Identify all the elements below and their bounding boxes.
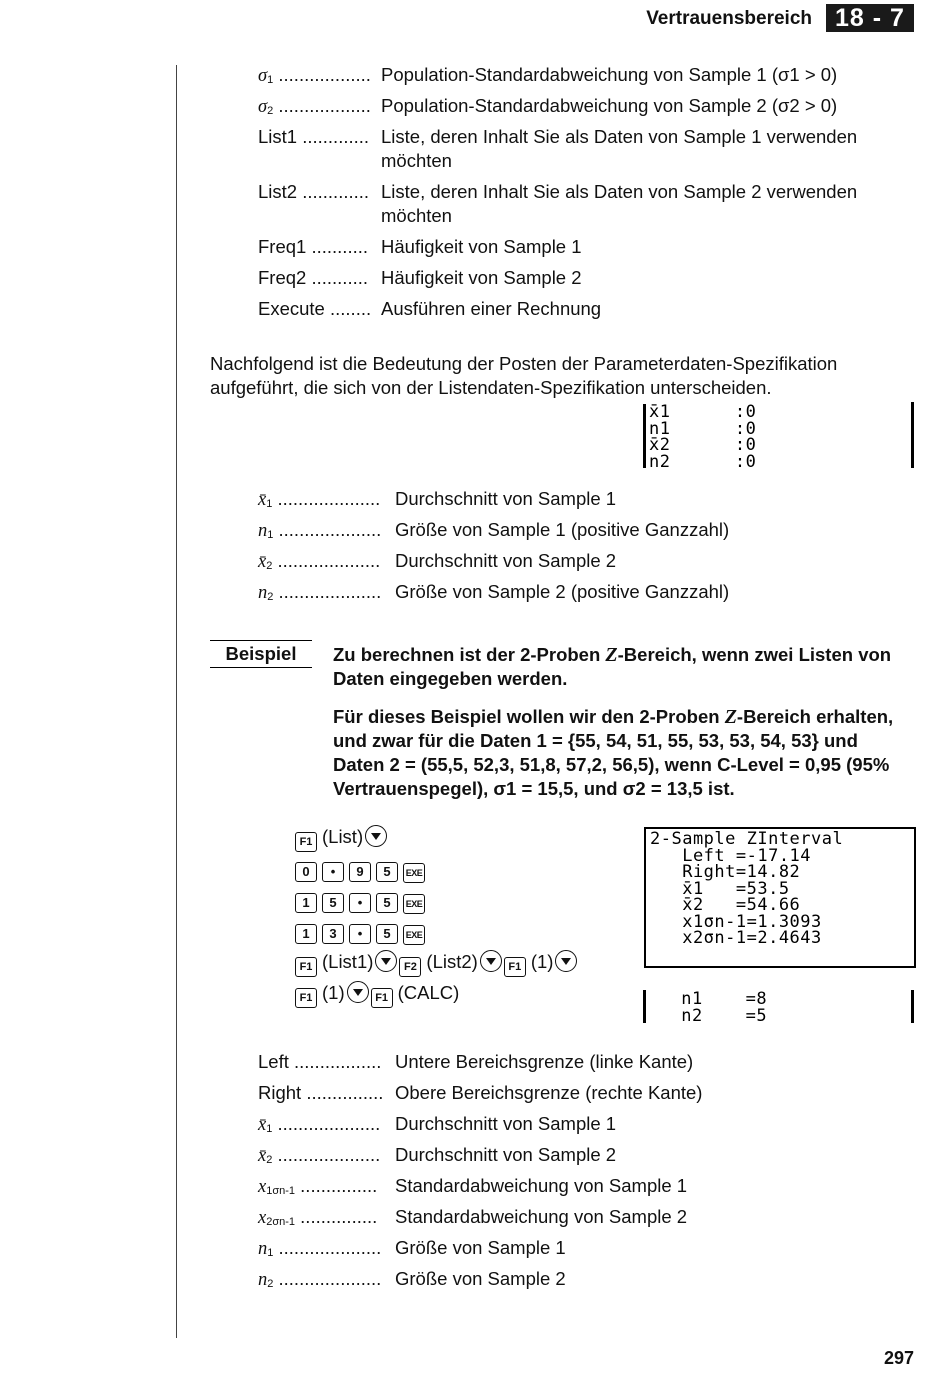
margin-rule <box>176 65 177 1338</box>
cursor-down-icon <box>480 950 502 972</box>
f1-key: F1 <box>371 988 393 1008</box>
def-term: x1σn-1 ............... <box>258 1175 378 1197</box>
def-term: σ2 .................. <box>258 95 371 117</box>
result-lines: 2-Sample ZInterval Left =-17.14 Right=14.82 x̄1 =53.5 x̄2 =54.66 x1σn-1=1.3093 x2σn-1=2.4643 <box>650 829 844 948</box>
def-term: Freq1 ........... <box>258 236 369 257</box>
def-desc: Ausführen einer Rechnung <box>381 298 602 319</box>
section-number-badge: 18 - 7 <box>826 4 914 32</box>
def-desc: Häufigkeit von Sample 1 <box>381 236 582 257</box>
one-key: 1 <box>295 893 317 913</box>
cursor-down-icon <box>347 981 369 1003</box>
zero-key: 0 <box>295 862 317 882</box>
intro-paragraph: Nachfolgend ist die Bedeutung der Posten der Parameterdaten-Spezifikation aufgeführt, die sich von der Listendaten-Spezifikation unterscheiden. <box>210 353 838 398</box>
def-term: x̄2 .................... <box>258 550 381 572</box>
def-term: x̄1 .................... <box>258 1113 381 1135</box>
def-term: List2 ............. <box>258 181 370 202</box>
exe-key: EXE <box>403 863 425 883</box>
def-desc: Population-Standardabweichung von Sample 1 (σ1 > 0) <box>381 64 838 85</box>
f1-key: F1 <box>295 957 317 977</box>
def-desc: Durchschnitt von Sample 1 <box>395 488 617 509</box>
def-desc: Standardabweichung von Sample 1 <box>395 1175 688 1196</box>
exe-key: EXE <box>403 925 425 945</box>
key-sequence-line: F1 (1) F1 (CALC) <box>295 981 459 1008</box>
def-desc: Untere Bereichsgrenze (linke Kante) <box>395 1051 694 1072</box>
def-term: Freq2 ........... <box>258 267 369 288</box>
def-desc: Größe von Sample 1 <box>395 1237 566 1258</box>
key-sequence-line <box>295 918 430 945</box>
example-statement: Zu berechnen ist der 2-Proben Z-Bereich, wenn zwei Listen von Daten eingegeben werden. <box>333 644 892 689</box>
nine-key: 9 <box>349 862 371 882</box>
lcd-right-edge <box>911 402 914 468</box>
def-desc: Größe von Sample 2 <box>395 1268 566 1289</box>
cursor-down-icon <box>365 825 387 847</box>
def-term: σ1 .................. <box>258 64 371 86</box>
def-term: n2 .................... <box>258 1268 382 1290</box>
def-desc: Liste, deren Inhalt Sie als Daten von Sample 2 verwenden möchten <box>381 181 858 226</box>
lcd-parameter-list: x̄1 :0 n1 :0 x̄2 :0 n2 :0 <box>649 402 757 472</box>
key-sequence-line <box>295 887 430 914</box>
def-term: Left ................. <box>258 1051 382 1072</box>
key-sequence-line: F1 (List1) F2 (List2) F1 (1) <box>295 950 579 977</box>
def-desc: Größe von Sample 2 (positive Ganzzahl) <box>395 581 730 602</box>
one-key: 1 <box>295 924 317 944</box>
five-key: 5 <box>322 893 344 913</box>
def-term: Right ............... <box>258 1082 384 1103</box>
def-term: Execute ........ <box>258 298 372 319</box>
key-sequence-line <box>295 856 430 883</box>
def-term: n1 .................... <box>258 519 382 541</box>
lcd-sample-sizes: n1 =8 n2 =5 <box>649 989 768 1026</box>
lcd-right-edge <box>911 990 914 1023</box>
example-details: Für dieses Beispiel wollen wir den 2-Proben Z-Bereich erhalten, und zwar für die Daten 1 = {55, 54, 51, 55, 53, 53, 54, 53} und Daten 2 = (55,5, 52,3, 51,8, 57,2, 56,5), wenn C-Level = 0,95 (95% Vertrauenspegel), σ1 = 15,5, und σ2 = 13,5 ist. <box>333 706 894 799</box>
def-desc: Population-Standardabweichung von Sample 2 (σ2 > 0) <box>381 95 838 116</box>
def-desc: Standardabweichung von Sample 2 <box>395 1206 688 1227</box>
page-number: 297 <box>883 1348 914 1368</box>
def-desc: Durchschnitt von Sample 2 <box>395 550 617 571</box>
def-desc: Durchschnitt von Sample 2 <box>395 1144 617 1165</box>
lcd-left-edge <box>643 990 646 1023</box>
def-term: x̄1 .................... <box>258 488 381 510</box>
def-desc: Größe von Sample 1 (positive Ganzzahl) <box>395 519 730 540</box>
def-term: n1 .................... <box>258 1237 382 1259</box>
section-title: Vertrauensbereich <box>646 8 812 29</box>
def-desc: Liste, deren Inhalt Sie als Daten von Sample 1 verwenden möchten <box>381 126 858 171</box>
f1-key: F1 <box>295 832 317 852</box>
def-term: x2σn-1 ............... <box>258 1206 378 1228</box>
dot-key: • <box>349 893 371 913</box>
cursor-down-icon <box>555 950 577 972</box>
five-key: 5 <box>376 862 398 882</box>
key-sequence-line: F1 (List) <box>295 825 389 852</box>
example-label: Beispiel <box>210 640 312 668</box>
dot-key: • <box>322 862 344 882</box>
three-key: 3 <box>322 924 344 944</box>
f1-key: F1 <box>504 957 526 977</box>
def-term: List1 ............. <box>258 126 370 147</box>
def-desc: Häufigkeit von Sample 2 <box>381 267 582 288</box>
def-desc: Durchschnitt von Sample 1 <box>395 1113 617 1134</box>
exe-key: EXE <box>403 894 425 914</box>
five-key: 5 <box>376 924 398 944</box>
def-term: x̄2 .................... <box>258 1144 381 1166</box>
f2-key: F2 <box>399 957 421 977</box>
def-term: n2 .................... <box>258 581 382 603</box>
calculator-result-screen <box>644 827 916 968</box>
f1-key: F1 <box>295 988 317 1008</box>
dot-key: • <box>349 924 371 944</box>
def-desc: Obere Bereichsgrenze (rechte Kante) <box>395 1082 703 1103</box>
lcd-left-edge <box>643 404 646 468</box>
five-key: 5 <box>376 893 398 913</box>
cursor-down-icon <box>375 950 397 972</box>
